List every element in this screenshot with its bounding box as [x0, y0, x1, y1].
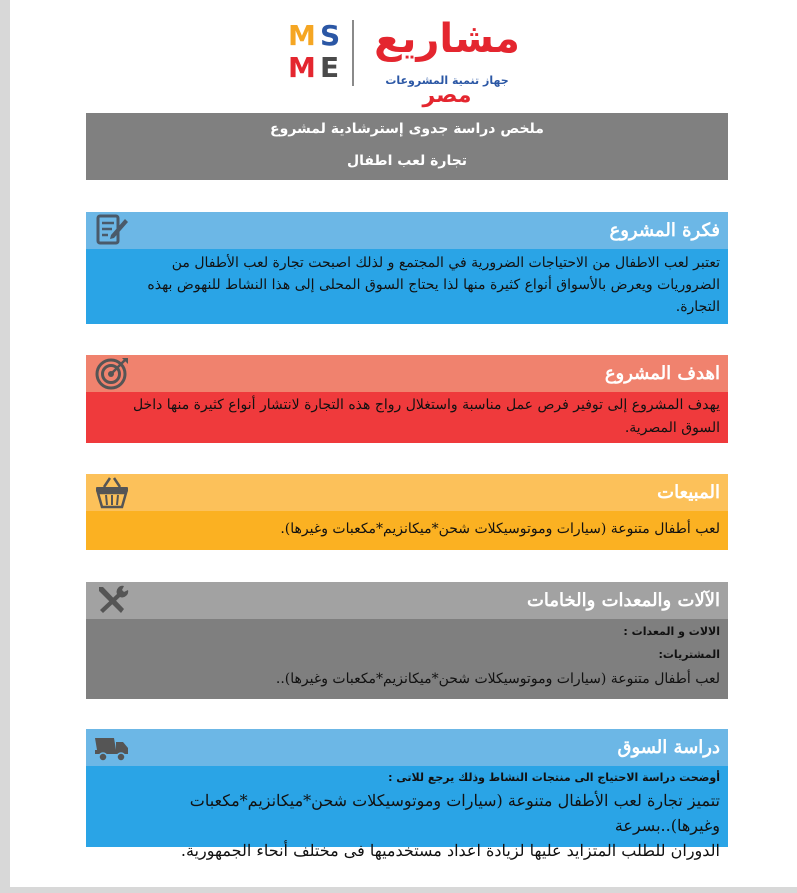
logo-divider: [352, 20, 354, 86]
msme-letters: [288, 19, 352, 86]
purchases-label: المشتريات:: [658, 648, 720, 661]
section-project-idea: [86, 212, 728, 324]
section-header: [86, 355, 728, 392]
dump-truck-icon: [94, 730, 130, 764]
target-icon: [94, 356, 130, 390]
section-header: [86, 729, 728, 766]
section-body: [86, 392, 728, 443]
logo-arabic-country: مصر: [422, 83, 472, 108]
section-body: [86, 511, 728, 550]
title-line-1: ملخص دراسة جدوى إسترشادية لمشروع: [270, 121, 544, 137]
page-bottom-edge: [0, 887, 797, 893]
logo-letter-e: E: [320, 51, 340, 84]
title-line-2: تجارة لعب اطفال: [346, 153, 468, 169]
section-header: [86, 212, 728, 249]
section-heading: دراسة السوق: [617, 737, 720, 758]
section-header: [86, 582, 728, 619]
body-line-2: الضروريات ويعرض بالأسواق أنواع كثيرة منها لذا يحتاج السوق المحلى إلى هذا النشاط للنهوض بهذه: [147, 277, 720, 293]
body-line-1: لعب أطفال متنوعة (سيارات وموتوسيكلات شحن*ميكانزيم*مكعبات وغيرها).: [280, 521, 720, 537]
tools-icon: [94, 583, 130, 617]
body-line-1: تعتبر لعب الاطفال من الاحتياجات الضرورية في المجتمع و لذلك اصبحت تجارة لعب الأطفال من: [171, 255, 720, 271]
purchases-items: لعب أطفال متنوعة (سيارات وموتوسيكلات شحن*ميكانزيم*مكعبات وغيرها)..: [275, 671, 720, 687]
section-body: [86, 766, 728, 860]
logo-agency-name: جهاز تنمية المشروعات: [385, 74, 509, 87]
section-project-goal: [86, 355, 728, 443]
body-line-3: التجارة.: [675, 299, 720, 315]
msme-logo: [288, 16, 538, 108]
basket-icon: [94, 475, 130, 509]
body-line-2: الدوران للطلب المتزايد عليها لزيادة اعداد مستخدميها فى مختلف أنحاء الجمهورية.: [180, 841, 720, 860]
page-left-edge: [0, 0, 10, 893]
body-line-1: يهدف المشروع إلى توفير فرص عمل مناسبة واستغلال رواج هذه التجارة لانتشار أنواع كثيرة منها داخل: [132, 397, 720, 413]
logo-letter-m1: M: [288, 19, 316, 52]
title-block: [86, 113, 728, 180]
section-header: [86, 474, 728, 511]
logo-arabic-name: مشاريع: [374, 16, 520, 62]
document-pen-icon: [94, 213, 130, 247]
section-equipment: [86, 582, 728, 699]
section-market-study: [86, 729, 728, 860]
logo-letter-m2: M: [288, 51, 316, 84]
section-sales: [86, 474, 728, 550]
logo-letter-s: S: [320, 19, 341, 52]
section-heading: فكرة المشروع: [609, 220, 720, 241]
equipment-label: الالات و المعدات :: [623, 625, 720, 638]
section-body: [86, 619, 728, 699]
section-heading: الآلات والمعدات والخامات: [526, 590, 720, 611]
market-intro: أوضحت دراسة الاحتياج الى منتجات النشاط وذلك يرجع للاتى :: [388, 771, 720, 784]
section-heading: المبيعات: [657, 482, 720, 503]
section-heading: اهدف المشروع: [604, 363, 720, 384]
body-line-1: تتميز تجارة لعب الأطفال متنوعة (سيارات وموتوسيكلات شحن*ميكانزيم*مكعبات وغيرها)..بسرعة: [189, 791, 720, 835]
body-line-2: السوق المصرية.: [624, 420, 720, 436]
section-body: [86, 249, 728, 324]
